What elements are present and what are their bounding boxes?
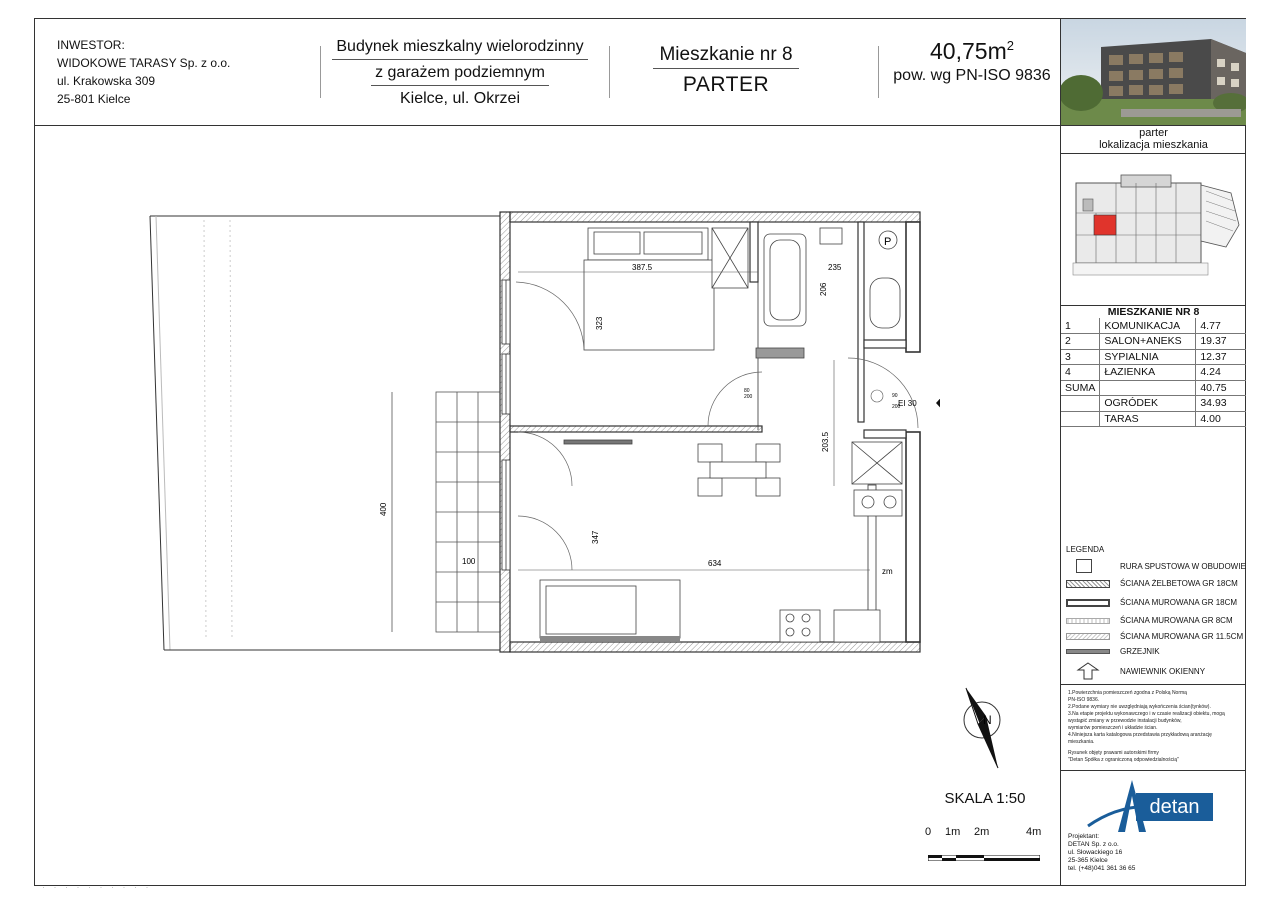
building-photo	[1061, 19, 1246, 125]
legend-item	[1066, 559, 1246, 573]
door-size: 200	[892, 404, 901, 410]
table-row	[1061, 411, 1246, 427]
parking-label: P	[884, 236, 892, 248]
dim-label: 203.5	[821, 431, 830, 452]
scale-tick: 4m	[1026, 826, 1042, 838]
flat-title: Mieszkanie nr 8	[653, 44, 798, 69]
door-size: 90	[892, 393, 898, 399]
header-separator	[609, 46, 610, 98]
legend-label: ŚCIANA MUROWANA GR 8CM	[1120, 616, 1233, 625]
radiator	[540, 636, 680, 641]
room-area: 40.75	[1196, 380, 1246, 396]
door-swing	[708, 372, 762, 426]
investor-line: WIDOKOWE TARASY Sp. z o.o.	[57, 56, 231, 70]
notes	[1068, 690, 1238, 746]
door-size: 200	[744, 394, 753, 400]
garden	[150, 216, 500, 650]
fire-rating: EI 30	[898, 399, 917, 408]
legend-label: ŚCIANA MUROWANA GR 18CM	[1120, 598, 1238, 607]
room-name: ŁAZIENKA	[1100, 365, 1196, 381]
entrance-arrow-icon	[936, 390, 940, 416]
door-size: 80	[744, 388, 750, 394]
room-area: 12.37	[1196, 349, 1246, 365]
room-name: SYPIALNIA	[1100, 349, 1196, 365]
note-line: mieszkania.	[1068, 739, 1095, 745]
legend-divider	[1060, 684, 1246, 685]
room-area: 4.24	[1196, 365, 1246, 381]
logo-wordmark: detan	[1136, 793, 1213, 821]
fridge-label: zm	[882, 567, 893, 576]
room-name: OGRÓDEK	[1100, 396, 1196, 412]
table-row	[1061, 349, 1246, 365]
investor-line: 25-801 Kielce	[57, 92, 131, 106]
downpipe-icon	[1076, 559, 1092, 573]
legend-item	[1066, 579, 1238, 588]
table-row	[1061, 365, 1246, 381]
note-line: PN-ISO 9836.	[1068, 697, 1100, 703]
building-type: Budynek mieszkalny wielorodzinny	[332, 34, 587, 60]
investor-block	[57, 36, 230, 108]
masonry-wall-115-swatch	[1066, 633, 1110, 640]
area-norm: pow. wg PN-ISO 9836	[893, 67, 1051, 84]
room-number: 4	[1061, 365, 1100, 381]
watermark: · · · · · · · · · ·	[42, 882, 152, 892]
dim-label: 347	[591, 530, 600, 544]
header-separator	[878, 46, 879, 98]
table-row	[1061, 380, 1246, 396]
room-number: 3	[1061, 349, 1100, 365]
masonry-wall-8-swatch	[1066, 618, 1110, 624]
note-line: 4.Niniejsza karta katalogowa przedstawia przykładową aranżację	[1068, 732, 1212, 738]
dim-label: 400	[379, 502, 388, 516]
note-line: 3.Na etapie projektu wykonawczego i w czasie realizacji obiektu, mogą	[1068, 711, 1225, 717]
photo-caption-divider	[1060, 153, 1246, 154]
legend-title: LEGENDA	[1066, 545, 1105, 554]
north-arrow	[952, 686, 1012, 772]
dim-label: 100	[462, 557, 476, 566]
header-divider	[34, 125, 1246, 126]
room-number: SUMA	[1061, 380, 1100, 396]
note-line: 2.Podane wymiary nie uwzględniają wykończenia ścian(tynków).	[1068, 704, 1211, 710]
notes-divider	[1060, 770, 1246, 771]
room-number: 2	[1061, 334, 1100, 350]
flat-area: 40,75m	[930, 38, 1007, 64]
dim-label: 323	[595, 316, 604, 330]
company-line: 25-365 Kielce	[1068, 857, 1108, 864]
scale-ticks	[920, 826, 1050, 840]
location-caption	[1061, 127, 1246, 151]
room-area: 4.77	[1196, 318, 1246, 334]
copyright-line: Rysunek objęty prawami autorskimi firmy	[1068, 750, 1159, 756]
legend-item	[1066, 647, 1160, 656]
scale-tick: 1m	[945, 826, 961, 838]
legend-label: RURA SPUSTOWA W OBUDOWIE	[1120, 561, 1246, 571]
room-name: TARAS	[1100, 411, 1196, 427]
room-name: SALON+ANEKS	[1100, 334, 1196, 350]
investor-line: ul. Krakowska 309	[57, 74, 156, 88]
floor-plan	[140, 200, 940, 670]
legend-item	[1066, 598, 1237, 607]
key-plan	[1061, 155, 1246, 305]
rooms-table-title: MIESZKANIE NR 8	[1107, 306, 1200, 318]
area-unit-sup: 2	[1006, 38, 1014, 53]
copyright-line: "Detan Spółka z ograniczoną odpowiedzialnością"	[1068, 757, 1179, 763]
legend-label: NAWIEWNIK OKIENNY	[1120, 666, 1206, 676]
dim-label: 206	[819, 282, 828, 296]
room-name	[1100, 380, 1196, 396]
scale-tick: 2m	[974, 826, 990, 838]
company-line: tel. (+48)041 361 36 65	[1068, 865, 1136, 872]
dim-label: 634	[708, 559, 722, 568]
building-garage: z garażem podziemnym	[371, 60, 549, 86]
legend-label: GRZEJNIK	[1120, 647, 1160, 656]
scale-tick: 0	[925, 826, 932, 838]
company-block	[1068, 833, 1135, 873]
rooms-table	[1061, 318, 1246, 427]
door-swing	[518, 516, 572, 570]
scale-bar	[928, 848, 1040, 854]
room-area: 4.00	[1196, 411, 1246, 427]
building-address: Kielce, ul. Okrzei	[399, 90, 521, 107]
north-label: N	[983, 713, 992, 727]
building-block	[310, 34, 610, 111]
floor-name: PARTER	[682, 73, 770, 96]
table-row	[1061, 318, 1246, 334]
room-number	[1061, 396, 1100, 412]
copyright-notes	[1068, 750, 1238, 764]
room-number: 1	[1061, 318, 1100, 334]
dim-label: 235	[828, 263, 842, 272]
bedroom-furniture	[584, 228, 748, 350]
legend-item	[1066, 616, 1233, 625]
door-marker	[871, 390, 883, 402]
terrace	[436, 392, 500, 632]
room-area: 19.37	[1196, 334, 1246, 350]
investor-line: INWESTOR:	[57, 38, 125, 52]
window-vent-icon	[1066, 662, 1110, 680]
flat-block	[636, 44, 816, 97]
company-line: DETAN Sp. z o.o.	[1068, 841, 1119, 848]
company-line: Projektant:	[1068, 833, 1100, 840]
scale-label: SKALA 1:50	[944, 790, 1026, 807]
concrete-wall-swatch	[1066, 580, 1110, 588]
door-swing	[516, 282, 584, 350]
company-line: ul. Słowackiego 16	[1068, 849, 1123, 856]
masonry-wall-18-swatch	[1066, 599, 1110, 607]
location-caption-floor: parter	[1139, 127, 1168, 139]
bathroom-fixtures	[756, 228, 900, 358]
note-line: wymiarów pomieszczeń i układzie ścian.	[1068, 725, 1158, 731]
room-name: KOMUNIKACJA	[1100, 318, 1196, 334]
legend-label: ŚCIANA MUROWANA GR 11.5CM	[1120, 632, 1244, 641]
location-caption-text: lokalizacja mieszkania	[1099, 139, 1208, 151]
legend-item	[1066, 662, 1205, 680]
legend-item	[1066, 632, 1243, 641]
room-number	[1061, 411, 1100, 427]
table-row	[1061, 334, 1246, 350]
dim-label: 387.5	[632, 263, 653, 272]
table-row	[1061, 396, 1246, 412]
area-block	[882, 38, 1062, 85]
note-line: 1.Powierzchnia pomieszczeń zgodna z Polską Normą	[1068, 690, 1187, 696]
radiator-icon	[1066, 649, 1110, 654]
legend-label: ŚCIANA ŻELBETOWA GR 18CM	[1120, 579, 1238, 588]
note-line: wystąpić zmiany w przewodzie instalacji budynków,	[1068, 718, 1182, 724]
room-area: 34.93	[1196, 396, 1246, 412]
